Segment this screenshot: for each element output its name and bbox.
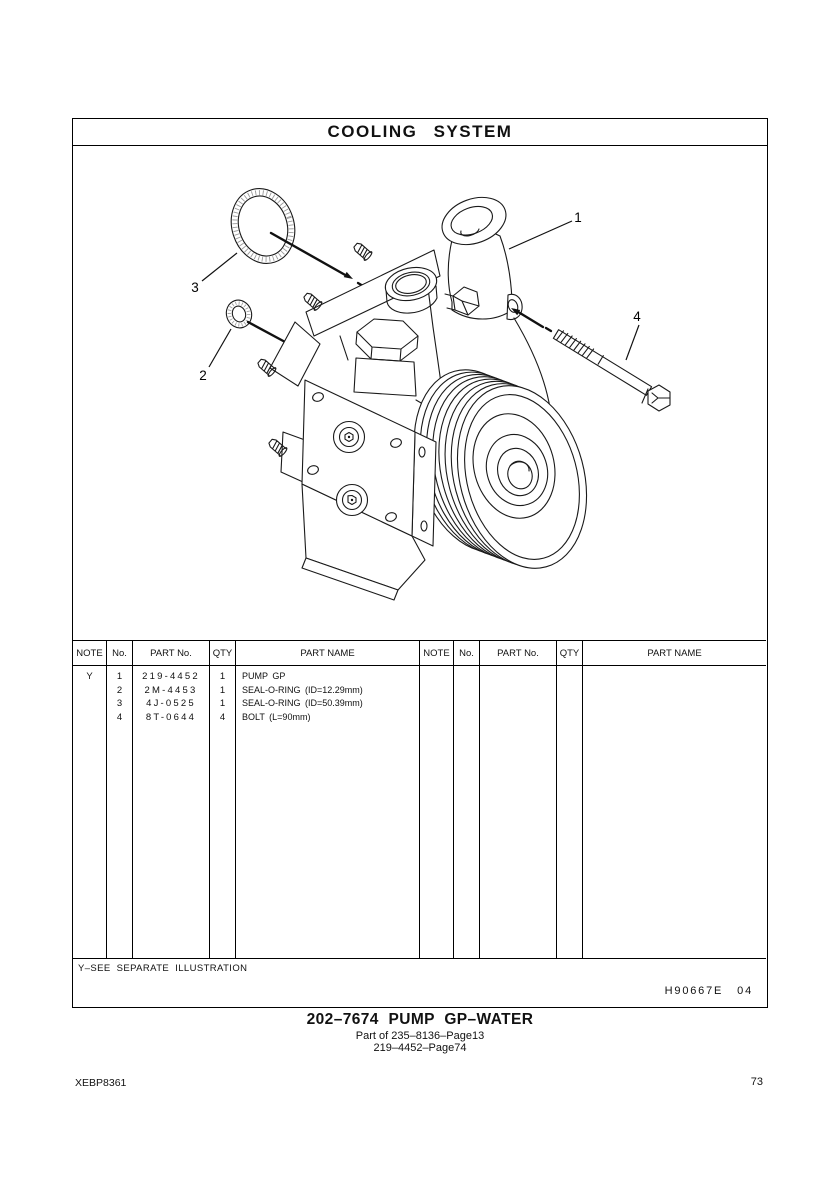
leader-line-3 <box>202 253 237 281</box>
no-column <box>107 666 133 958</box>
o-ring-small <box>223 297 255 331</box>
assembly-arrow-3 <box>271 233 363 286</box>
header-note: NOTE <box>420 641 454 666</box>
leader-line-1 <box>509 221 572 249</box>
page-title: COOLING SYSTEM <box>327 122 513 141</box>
cooling-system-diagram <box>73 147 766 639</box>
part-no-cell: 8T-0644 <box>145 711 197 723</box>
no-cell: 4 <box>116 711 123 723</box>
socket-plug <box>337 485 368 516</box>
no-cell: 1 <box>116 671 123 682</box>
drawing-revision: 04 <box>737 985 753 997</box>
callout-4: 4 <box>633 309 641 324</box>
qty-column <box>210 666 236 958</box>
part-name-cell: SEAL-O-RING (ID=50.39mm) <box>242 698 363 709</box>
qty-cell: 4 <box>219 711 226 723</box>
part-no-cell: 2M-4453 <box>144 684 198 696</box>
no-column <box>454 666 480 958</box>
part-no-column <box>133 666 210 958</box>
part-name-cell: SEAL-O-RING (ID=12.29mm) <box>242 684 363 695</box>
footer-part-title: 202–7674 PUMP GP–WATER <box>306 1011 534 1028</box>
note-column <box>420 666 454 958</box>
header-part-name: PART NAME <box>583 641 766 666</box>
footnote-strip <box>73 958 766 1007</box>
part-name-cell: BOLT (L=90mm) <box>242 711 311 722</box>
part-name-cell: PUMP GP <box>242 671 286 681</box>
table-header-row <box>420 641 766 666</box>
drawing-number <box>665 985 753 997</box>
footer-part-of: Part of 235–8136–Page13 <box>355 1030 485 1042</box>
part-no-cell: 219-4452 <box>142 671 200 682</box>
qty-column <box>557 666 583 958</box>
callout-3: 3 <box>191 280 199 295</box>
part-no-cell: 4J-0525 <box>146 698 196 710</box>
note-cell: Y <box>86 671 93 682</box>
table-body <box>73 666 420 958</box>
part-name-column <box>583 666 766 958</box>
title-bar <box>72 118 768 146</box>
header-no: No. <box>454 641 480 666</box>
parts-table-left <box>73 640 420 958</box>
part-no-column <box>480 666 557 958</box>
header-part-name: PART NAME <box>236 641 420 666</box>
doc-code: XEBP8361 <box>75 1077 127 1089</box>
qty-cell: 1 <box>219 684 226 696</box>
header-part-no: PART No. <box>133 641 210 666</box>
header-qty: QTY <box>210 641 236 666</box>
o-ring-large <box>222 180 304 271</box>
table-header-row <box>73 641 420 666</box>
header-note: NOTE <box>73 641 107 666</box>
footnote-text: Y–SEE SEPARATE ILLUSTRATION <box>78 963 248 974</box>
qty-cell: 1 <box>219 698 226 710</box>
callout-1: 1 <box>574 210 582 225</box>
note-column <box>73 666 107 958</box>
socket-plug <box>334 422 365 453</box>
leader-line-4 <box>626 325 639 360</box>
header-no: No. <box>107 641 133 666</box>
callout-2: 2 <box>199 368 207 383</box>
part-name-column <box>236 666 420 958</box>
mounting-plate <box>302 380 436 600</box>
leader-line-2 <box>209 329 231 367</box>
parts-table-right <box>420 640 766 958</box>
no-cell: 3 <box>116 698 123 710</box>
table-body <box>420 666 766 958</box>
page-number: 73 <box>750 1076 763 1088</box>
header-qty: QTY <box>557 641 583 666</box>
no-cell: 2 <box>116 684 123 696</box>
mounting-bolt <box>553 330 670 411</box>
qty-cell: 1 <box>219 671 226 682</box>
bolt-centerline <box>511 308 551 331</box>
drawing-code: H90667E <box>664 985 724 997</box>
footer-page-ref: 219–4452–Page74 <box>373 1042 467 1054</box>
header-part-no: PART No. <box>480 641 557 666</box>
